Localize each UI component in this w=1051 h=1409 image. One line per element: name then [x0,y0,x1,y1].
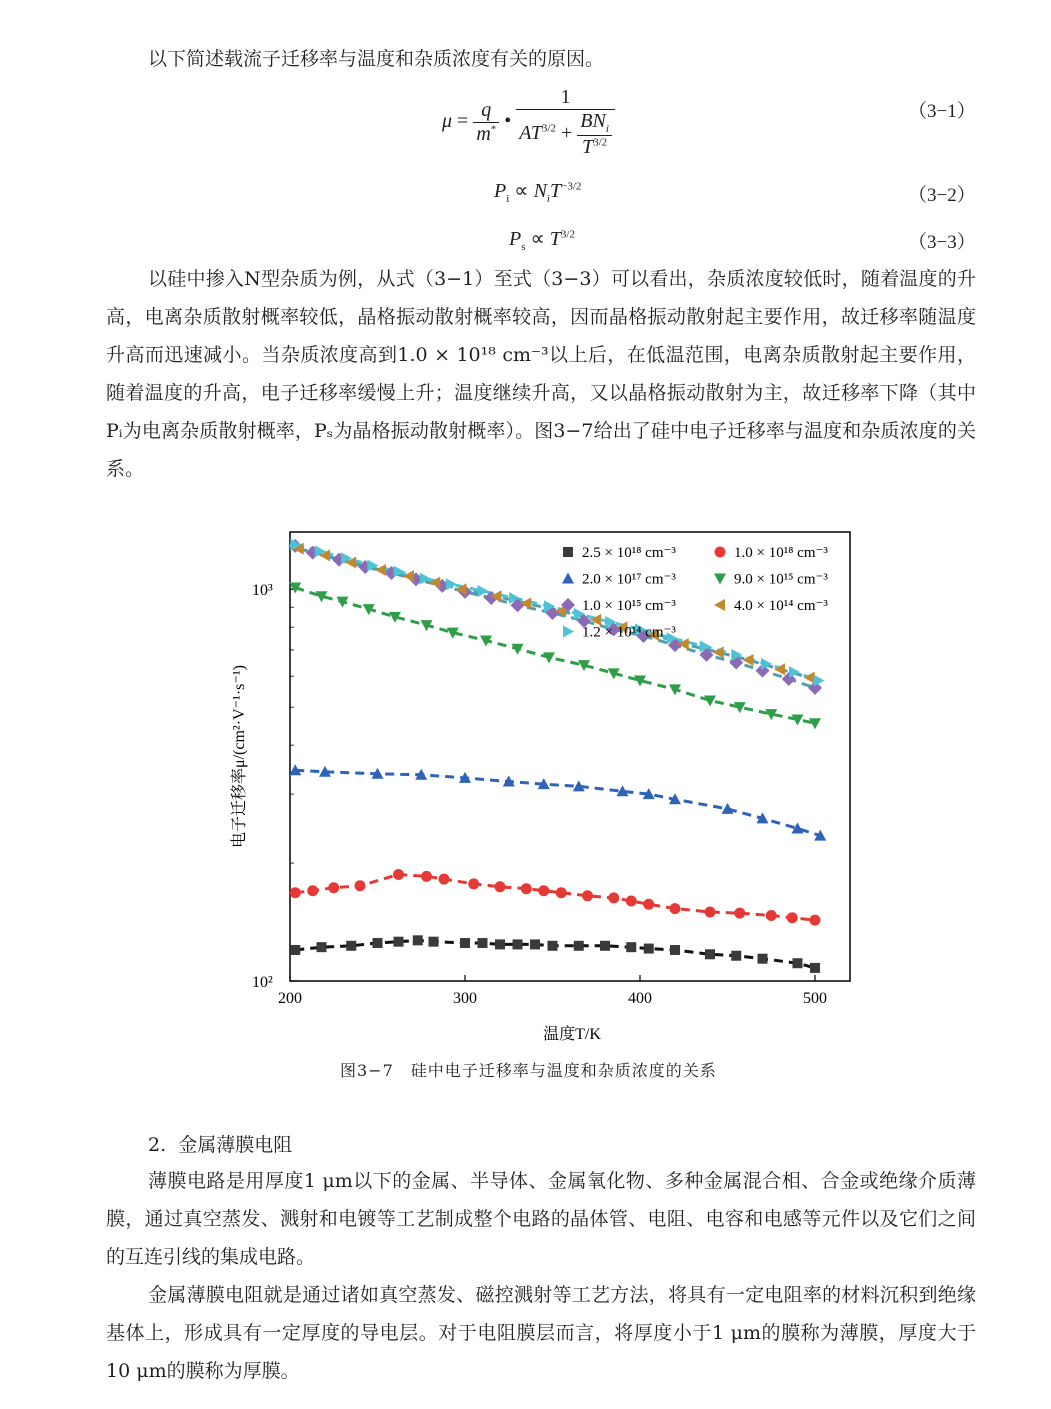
data-point [804,672,815,684]
data-point [543,652,555,663]
equation-3-1: μ = $\frac{q}{m^*}$ • 1 $AT^{3/2}$ + $\frac{BN_i}{T^{3/2}}$ [442,86,615,159]
data-point [705,949,715,959]
data-point [734,908,745,919]
fraction-mobility: 1 $AT^{3/2}$ + $\frac{BN_i}{T^{3/2}}$ [516,86,615,159]
data-point [600,941,610,951]
data-point [478,938,488,948]
legend-marker [715,547,726,558]
data-point [787,912,798,923]
body-paragraph-3: 金属薄膜电阻就是通过诸如真空蒸发、磁控溅射等工艺方法，将具有一定电阻率的材料沉积到绝缘基体上，形成具有一定厚度的导电层。对于电阻膜层而言，将厚度小于1 μm的膜称为薄膜，厚度大于10 μm的膜称为厚膜。 [106,1284,976,1382]
data-point [758,954,768,964]
equation-number-3-3: （3−3） [908,232,976,253]
section-heading: 2. 金属薄膜电阻 [148,1134,293,1156]
x-tick-label: 300 [453,990,477,1007]
data-point [355,880,366,891]
data-point [346,941,356,951]
legend-marker [563,547,573,557]
data-point [521,883,532,894]
data-point [307,885,318,896]
equation-3-3: $P_s \propto T^{3/2}$ [509,228,575,253]
legend-marker [714,599,725,611]
data-point [705,907,716,918]
data-point [439,874,450,885]
data-point [608,892,619,903]
data-point [766,910,777,921]
legend-label: 2.0 × 10¹⁷ cm⁻³ [582,571,676,588]
data-point [290,945,300,955]
equation-3-2: $P_i \propto N_iT^{-3/2}$ [494,180,582,205]
mobility-temperature-chart [220,515,860,1050]
data-point [644,944,654,954]
body-paragraph-2: 薄膜电路是用厚度1 μm以下的金属、半导体、金属氧化物、多种金属混合相、合金或绝缘介质薄膜，通过真空蒸发、溅射和电镀等工艺制成整个电路的晶体管、电阻、电容和电感等元件以及它们之间的互连引线的集成电路。 [106,1170,976,1268]
data-point [394,937,404,947]
data-point [643,899,654,910]
legend-label: 2.5 × 10¹⁸ cm⁻³ [582,545,676,561]
data-point [670,903,681,914]
data-point [626,896,637,907]
legend-marker [562,573,574,584]
data-point [393,869,404,880]
data-point [670,945,680,955]
data-point [789,666,800,678]
y-tick-label: 10² [252,974,273,991]
data-point [317,942,327,952]
data-point [793,958,803,968]
data-point [513,939,523,949]
body-paragraph-1: 以硅中掺入N型杂质为例，从式（3−1）至式（3−3）可以看出，杂质浓度较低时，随着温度的升高，电离杂质散射概率较低，晶格振动散射概率较高，因而晶格振动散射起主要作用，故迁移率随温度升高而迅速减小。当杂质浓度高到1.0 × 10¹⁸ cm⁻³以上后，在低温范围，电离杂质散射起主要作用，随着温度的升高，电子迁移率缓慢上升；温度继续升高，又以晶格振动散射为主，故迁移率下降（其中Pᵢ为电离杂质散射概率，Pₛ为晶格振动散射概率）。图3−7给出了硅中电子迁移率与温度和杂质浓度的关系。 [106,268,976,480]
data-point [810,915,821,926]
legend-marker [714,574,726,585]
data-point [538,885,549,896]
data-point [814,674,825,686]
data-point [512,644,524,655]
data-point [495,881,506,892]
x-axis-label: 温度T/K [543,1026,601,1043]
data-point [582,890,593,901]
data-point [328,882,339,893]
data-point [468,878,479,889]
legend-label: 1.2 × 10¹⁴ cm⁻³ [582,624,676,641]
data-point [743,654,754,666]
data-point [574,941,584,951]
data-point [373,938,383,948]
data-point [495,939,505,949]
y-axis-label: 电子迁移率μ/(cm²·V⁻¹·s⁻¹) [231,665,248,848]
y-tick-label: 10³ [252,582,273,600]
x-tick-label: 400 [628,990,652,1007]
x-tick-label: 500 [803,990,827,1007]
legend-label: 1.0 × 10¹⁵ cm⁻³ [582,598,676,614]
data-point [626,942,636,952]
data-point [290,887,301,898]
data-point [704,696,716,707]
figure-caption: 图3−7 硅中电子迁移率与温度和杂质浓度的关系 [340,1061,717,1080]
equation-number-3-2: （3−2） [908,185,976,206]
intro-text: 以下简述载流子迁移率与温度和杂质浓度有关的原因。 [148,48,605,70]
data-point [478,585,489,597]
data-point [421,871,432,882]
data-point [460,938,470,948]
legend-label: 9.0 × 10¹⁵ cm⁻³ [734,571,828,588]
data-point [731,951,741,961]
fraction-q-over-m: $\frac{q}{m^*}$ [473,99,499,146]
data-point [530,939,540,949]
data-point [429,937,439,947]
data-point [556,887,567,898]
data-point [413,935,423,945]
x-tick-label: 200 [278,990,302,1007]
equation-number-3-1: （3−1） [908,101,976,122]
legend-label: 1.0 × 10¹⁸ cm⁻³ [734,545,828,561]
data-point [810,963,820,973]
series-fit-line [295,770,820,835]
legend-label: 4.0 × 10¹⁴ cm⁻³ [734,598,828,614]
data-point [548,941,558,951]
data-point [722,803,734,814]
legend-marker [563,626,574,638]
